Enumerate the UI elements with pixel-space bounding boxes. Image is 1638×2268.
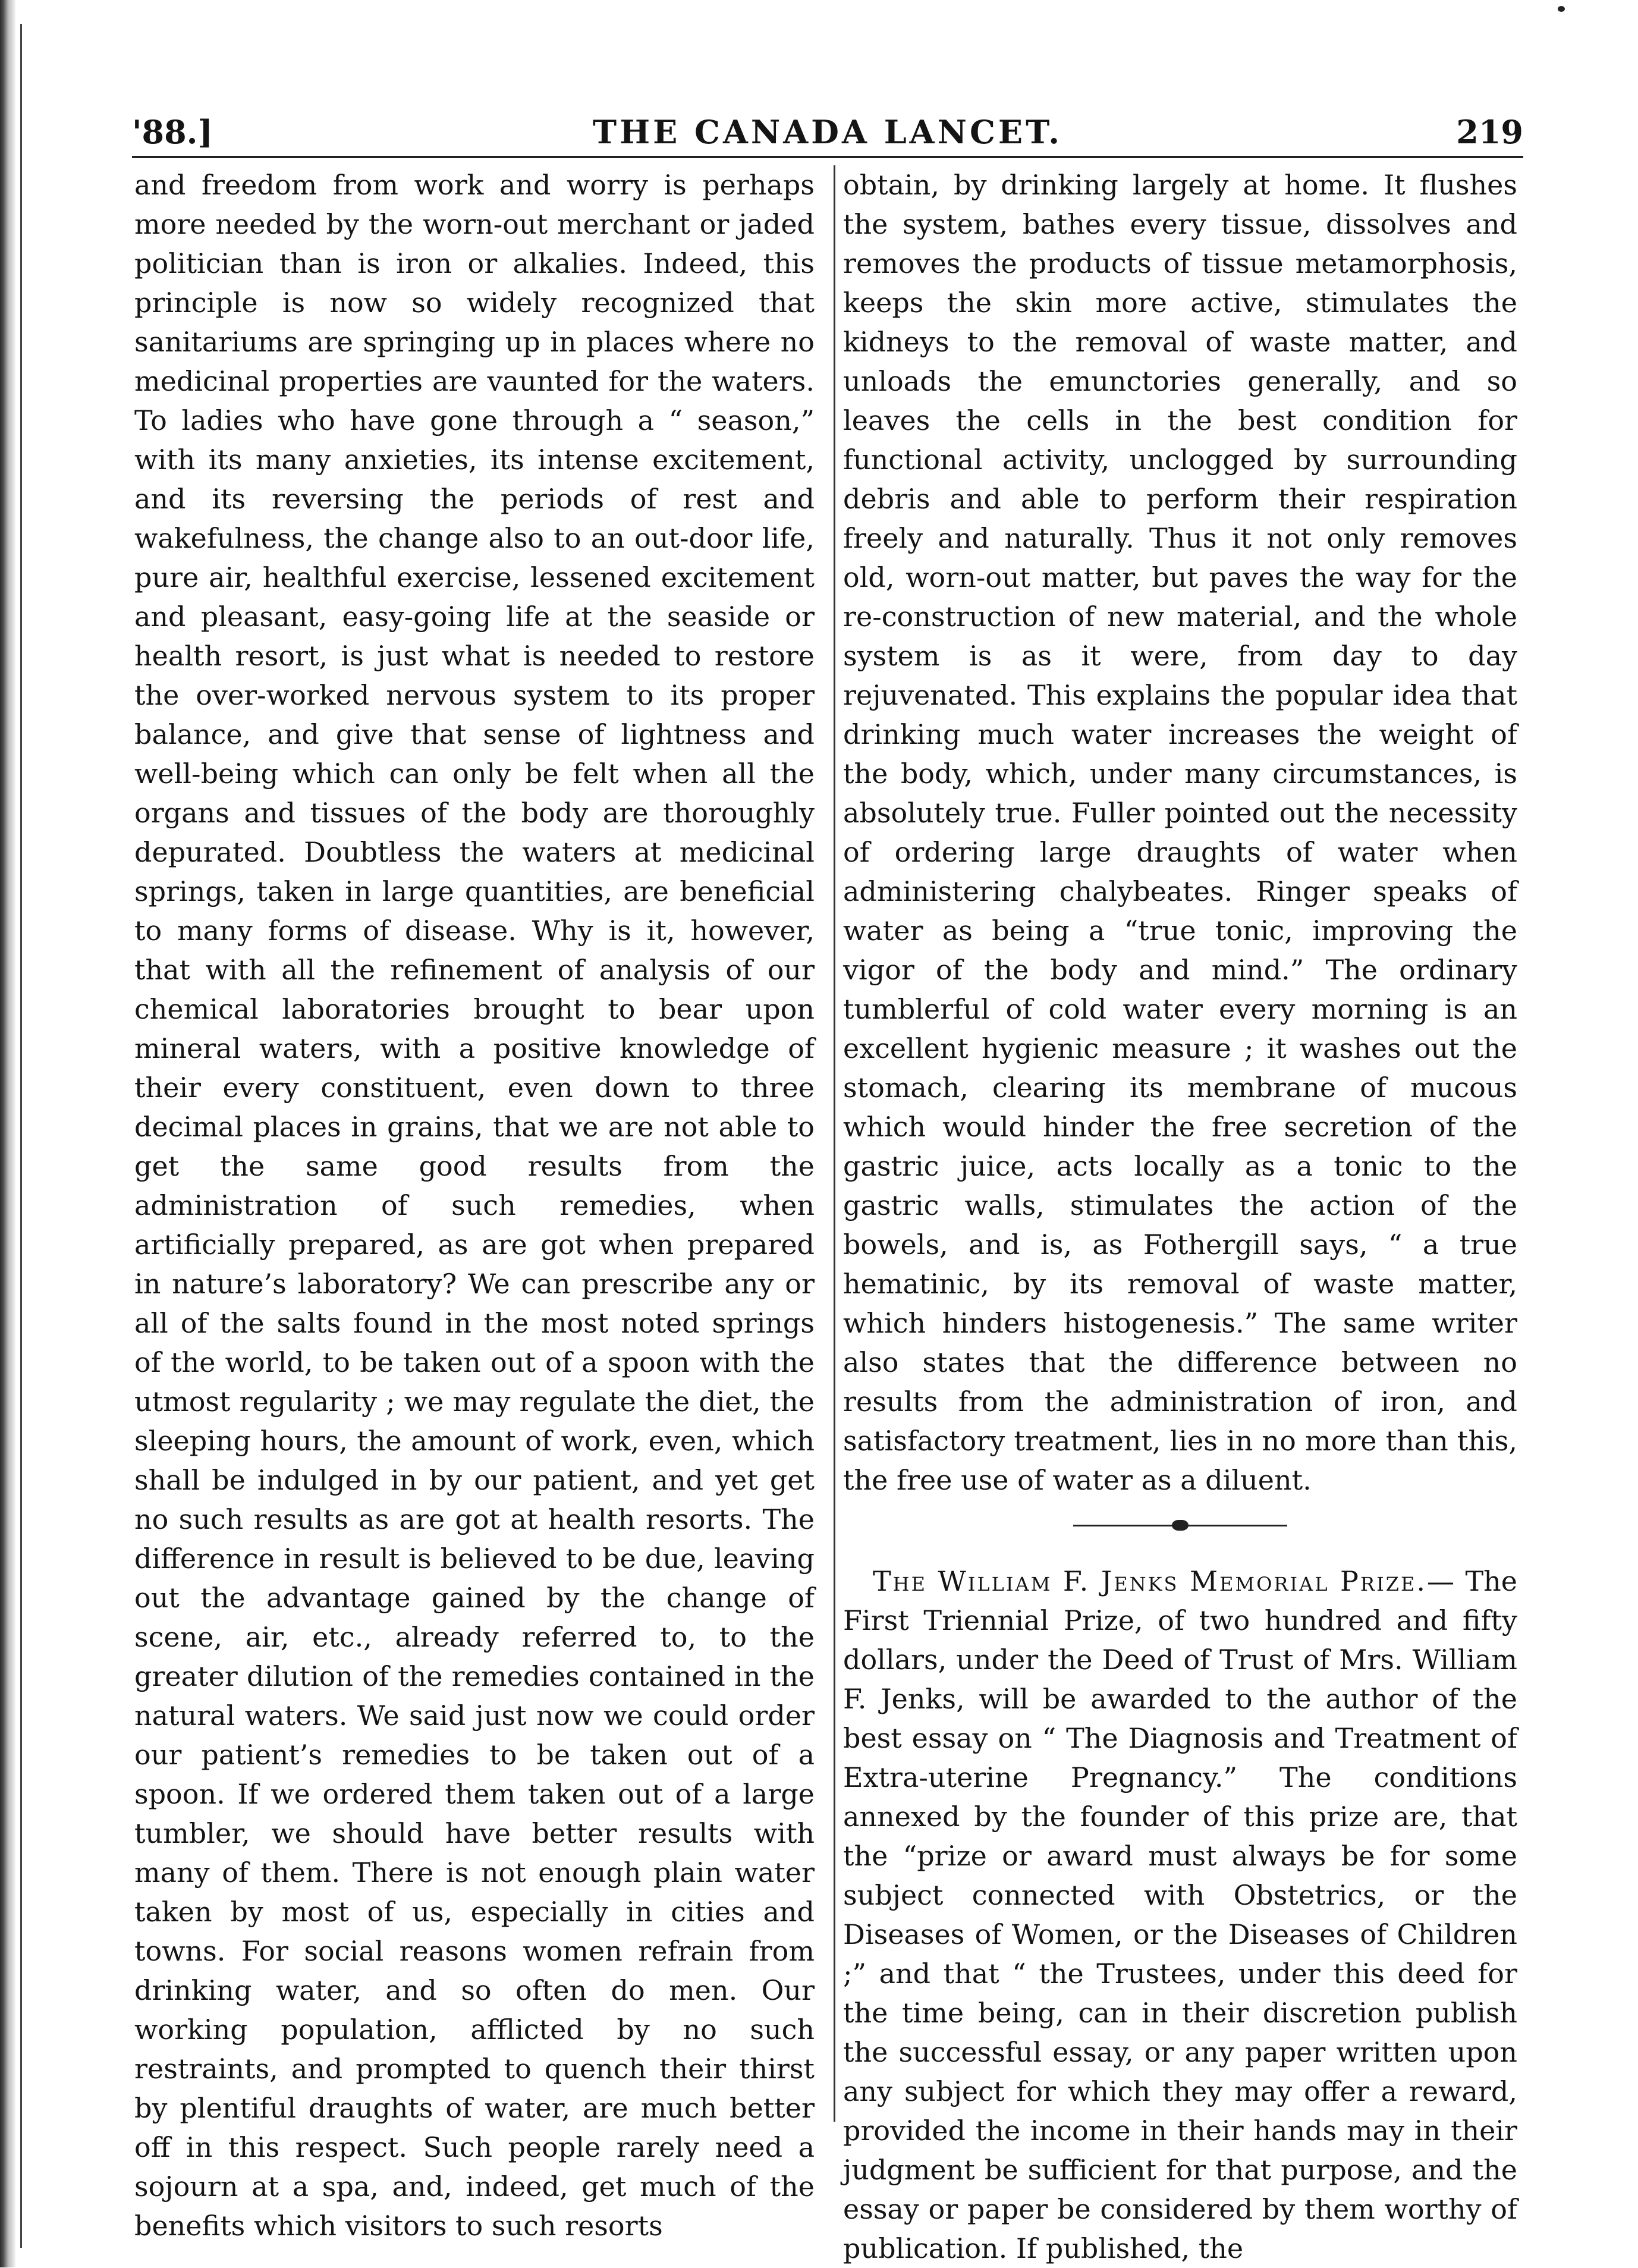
left-column-text: and freedom from work and worry is perhaps more needed by the worn-out merchant or jaded politician than is iron or alkalies. Indeed, this principle is now so widely recognized that sanitariums are springing up in places where no medicinal properties are vaunted for the waters. To ladies who have gone through a “ season,” with its many anxieties, its intense excitement, and its reversing the periods of rest and wakefulness, the change also to an out-door life, pure air, healthful exercise, lessened excitement and pleasant, easy-going life at the seaside or health resort, is just what is needed to restore the over-worked nervous system to its proper balance, and give that sense of lightness and well-being which can only be felt when all the organs and tissues of the body are thoroughly depurated. Doubtless the waters at medicinal springs, taken in large quantities, are beneficial to many forms of disease. Why is it, however, that with all the refinement of analysis of our chemical laboratories brought to bear upon mineral waters, with a positive knowledge of their every constituent, even down to three decimal places in grains, that we are not able to get the same good results from the administration of such remedies, when artificially prepared, as are got when prepared in nature’s laboratory? We can prescribe any or all of the salts found in the most noted springs of the world, to be taken out of a spoon with the utmost regularity ; we may regulate the diet, the sleeping hours, the amount of work, even, which shall be indulged in by our patient, and yet get no such results as are got at health resorts. The difference in result is believed to be due, leaving out the advantage gained by the change of scene, air, etc., already referred to, to the greater dilution of the remedies contained in the natural waters. We said just now we could order our patient’s remedies to be taken out of a spoon. If we ordered them taken out of a large tumbler, we should have better results with many of them. There is not enough plain water taken by most of us, especially in cities and towns. For social reasons women refrain from drinking water, and so often do men. Our working population, afflicted by no such restraints, and prompted to quench their thirst by plentiful draughts of water, are much better off in this respect. Such people rarely need a sojourn at a spa, and, indeed, get much of the benefits which visitors to such resorts	[134, 169, 815, 2242]
ink-mark	[1558, 6, 1565, 12]
journal-title: THE CANADA LANCET.	[592, 113, 1063, 151]
running-header	[132, 108, 1523, 156]
book-spine-edge	[0, 0, 15, 2267]
header-year: '88.]	[132, 113, 213, 151]
section-ornament	[1073, 1514, 1287, 1538]
ornament-diamond	[1172, 1520, 1189, 1531]
water-article-text: obtain, by drinking largely at home. It flushes the system, bathes every tissue, dissolves and removes the products of tissue metamorphosis, keeps the skin more active, stimulates the kidneys to the removal of waste matter, and unloads the emunctories generally, and so leaves the cells in the best condition for functional activity, unclogged by surrounding debris and able to perform their respiration freely and naturally. Thus it not only removes old, worn-out matter, but paves the way for the re-construction of new material, and the whole system is as it were, from day to day rejuvenated. This explains the popular idea that drinking much water increases the weight of the body, which, under many circumstances, is absolutely true. Fuller pointed out the necessity of ordering large draughts of water when administering chalybeates. Ringer speaks of water as being a “true tonic, improving the vigor of the body and mind.” The ordinary tumblerful of cold water every morning is an excellent hygienic measure ; it washes out the stomach, clearing its membrane of mucous which would hinder the free secretion of the gastric juice, acts locally as a tonic to the gastric walls, stimulates the action of the bowels, and is, as Fothergill says, “ a true hematinic, by its removal of waste matter, which hinders histogenesis.” The same writer also states that the difference between no results from the administration of iron, and satisfactory treatment, lies in no more than this, the free use of water as a diluent.	[843, 169, 1517, 1496]
column-divider	[834, 165, 835, 2122]
page-number: 219	[1456, 113, 1523, 151]
header-rule	[132, 156, 1523, 158]
prize-heading: The William F. Jenks Memorial Prize.—	[873, 1565, 1456, 1597]
left-column	[134, 165, 815, 2245]
margin-rule	[20, 24, 22, 2248]
prize-paragraph	[843, 1562, 1517, 2268]
right-column	[843, 165, 1517, 2268]
prize-text: The First Triennial Prize, of two hundred and fifty dollars, under the Deed of Trust of Mrs. William F. Jenks, will be awarded to the author of the best essay on “ The Diagnosis and Treatment of Extra-uterine Pregnancy.” The conditions annexed by the founder of this prize are, that the “prize or award must always be for some subject connected with Obstetrics, or the Diseases of Women, or the Diseases of Children ;” and that “ the Trustees, under this deed for the time being, can in their discretion publish the successful essay, or any paper written upon any subject for which they may offer a reward, provided the income in their hands may in their judgment be sufficient for that purpose, and the essay or paper be considered by them worthy of publication. If published, the	[843, 1565, 1518, 2264]
